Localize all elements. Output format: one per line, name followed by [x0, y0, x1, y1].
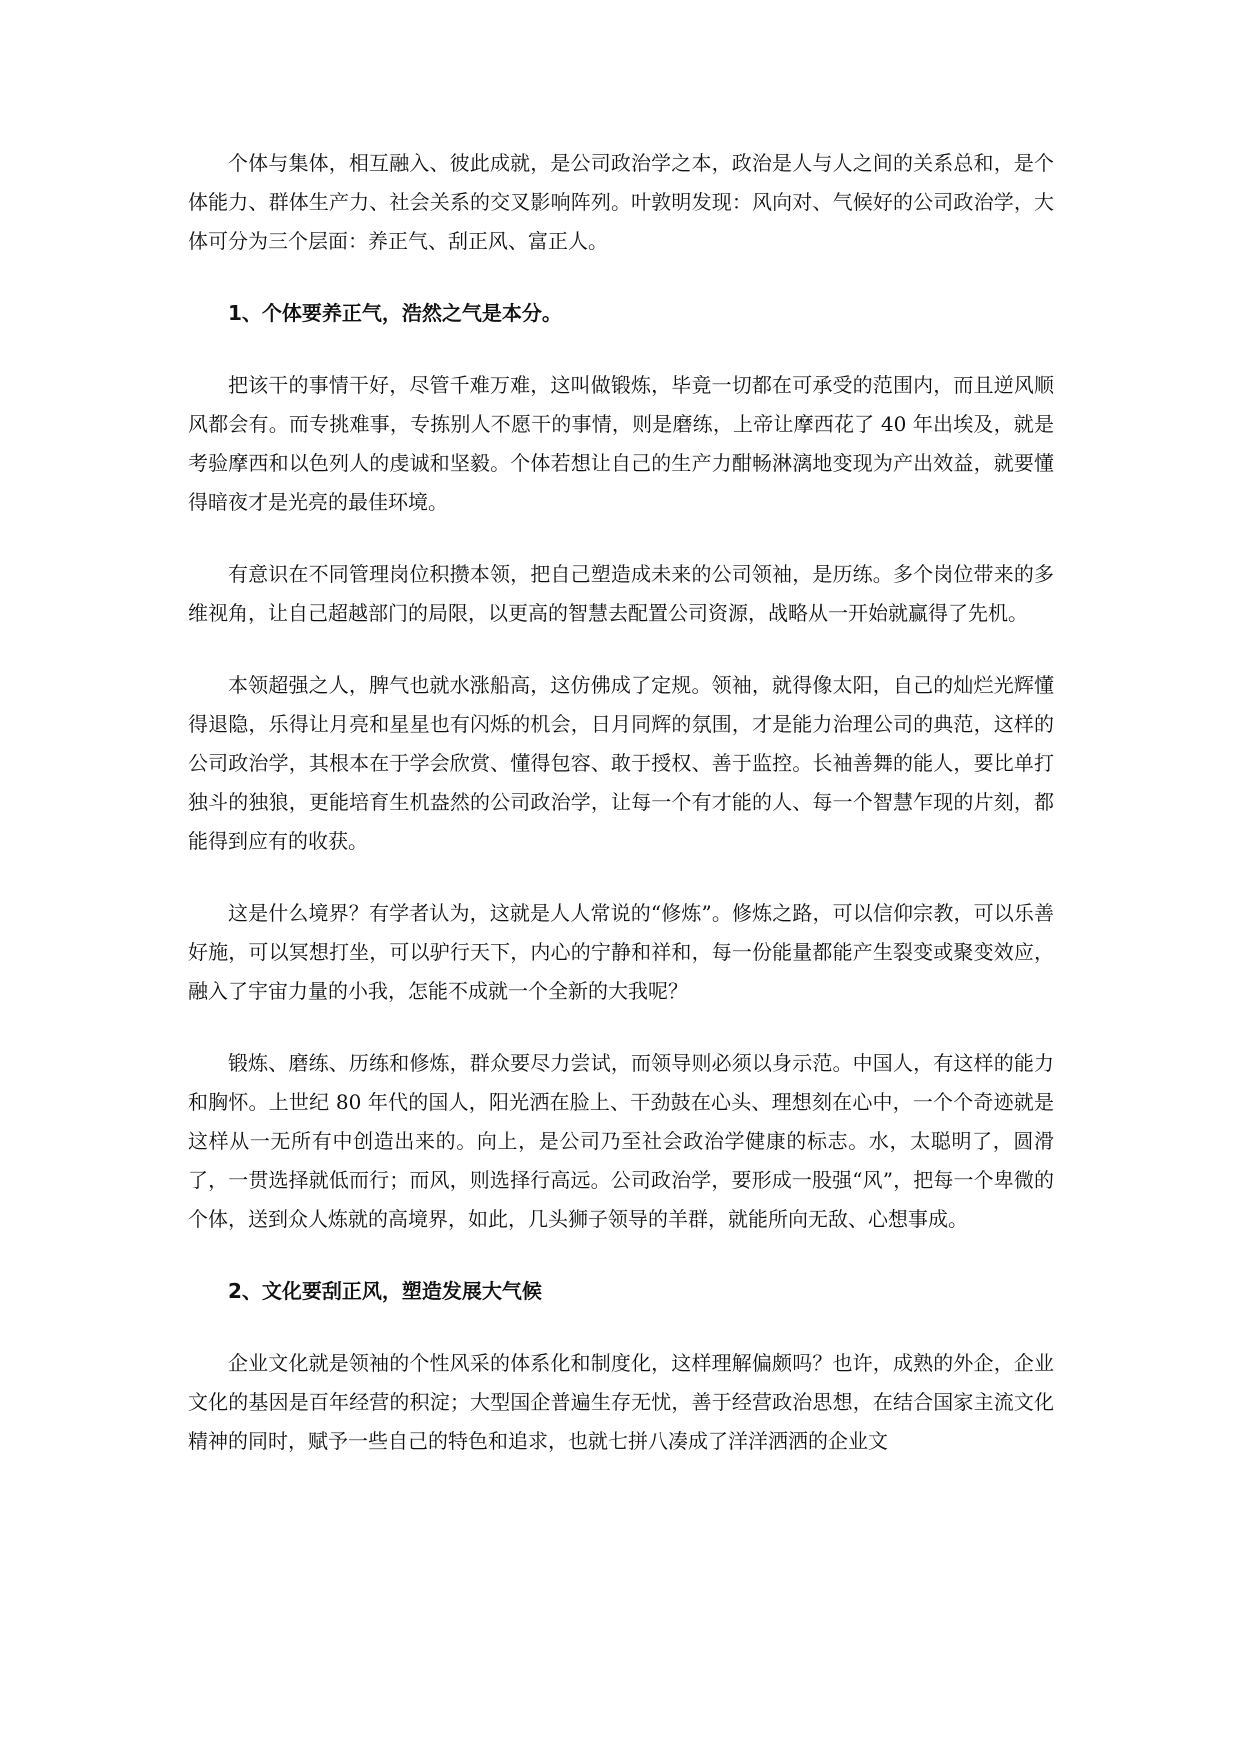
paragraph-culture: 企业文化就是领袖的个性风采的体系化和制度化，这样理解偏颇吗？也许，成熟的外企，企业文化的基因是百年经营的积淀；大型国企普遍生存无忧，善于经营政治思想，在结合国家主流文化精神的同时，赋予一些自己的特色和追求，也就七拼八凑成了洋洋洒洒的企业文 [188, 1351, 1054, 1453]
paragraph-training: 把该干的事情干好，尽管千难万难，这叫做锻炼，毕竟一切都在可承受的范围内，而且逆风顺风都会有。而专挑难事，专拣别人不愿干的事情，则是磨练，上帝让摩西花了 40 年出埃及，就是考验摩西和以色列人的虔诚和坚毅。个体若想让自己的生产力酣畅淋漓地变现为产出效益，就要懂得暗夜才是光亮的最佳环境。 [188, 373, 1054, 514]
paragraph-wind: 锻炼、磨练、历练和修炼，群众要尽力尝试，而领导则必须以身示范。中国人，有这样的能力和胸怀。上世纪 80 年代的国人，阳光洒在脸上、干劲鼓在心头、理想刻在心中，一个个奇迹就是这样从一无所有中创造出来的。向上，是公司乃至社会政治学健康的标志。水，太聪明了，圆滑了，一贯选择就低而行；而风，则选择行高远。公司政治学，要形成一股强“风”，把每一个卑微的个体，送到众人炼就的高境界，如此，几头狮子领导的羊群，就能所向无敌、心想事成。 [188, 1051, 1054, 1231]
paragraph-experience: 有意识在不同管理岗位积攒本领，把自己塑造成未来的公司领袖，是历练。多个岗位带来的多维视角，让自己超越部门的局限，以更高的智慧去配置公司资源，战略从一开始就赢得了先机。 [188, 562, 1054, 625]
document-page [188, 144, 1054, 1494]
section-heading-1: 1、个体要养正气，浩然之气是本分。 [228, 301, 562, 325]
section-heading-2: 2、文化要刮正风，塑造发展大气候 [228, 1279, 542, 1303]
paragraph-leader: 本领超强之人，脾气也就水涨船高，这仿佛成了定规。领袖，就得像太阳，自己的灿烂光辉懂得退隐，乐得让月亮和星星也有闪烁的机会，日月同辉的氛围，才是能力治理公司的典范，这样的公司政治学，其根本在于学会欣赏、懂得包容、敢于授权、善于监控。长袖善舞的能人，要比单打独斗的独狼，更能培育生机盎然的公司政治学，让每一个有才能的人、每一个智慧乍现的片刻，都能得到应有的收获。 [188, 673, 1054, 853]
paragraph-intro: 个体与集体，相互融入、彼此成就，是公司政治学之本，政治是人与人之间的关系总和，是个体能力、群体生产力、社会关系的交叉影响阵列。叶敦明发现：风向对、气候好的公司政治学，大体可分为三个层面：养正气、刮正风、富正人。 [188, 151, 1054, 253]
paragraph-cultivation: 这是什么境界？有学者认为，这就是人人常说的“修炼”。修炼之路，可以信仰宗教，可以乐善好施，可以冥想打坐，可以驴行天下，内心的宁静和祥和，每一份能量都能产生裂变或聚变效应，融入了宇宙力量的小我，怎能不成就一个全新的大我呢？ [188, 901, 1054, 1003]
